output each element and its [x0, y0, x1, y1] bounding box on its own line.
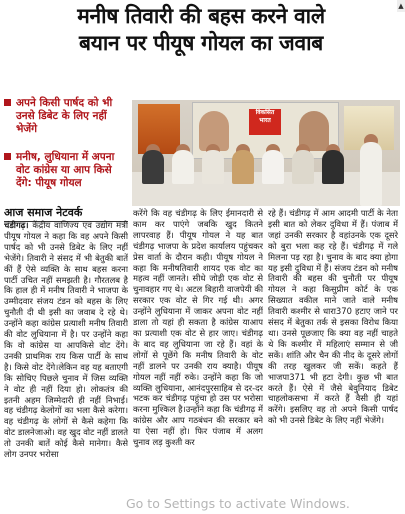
person: [262, 150, 284, 184]
square-bullet-icon: [4, 153, 11, 160]
headline-line-1: मनीष तिवारी की बहस करने वाले: [77, 4, 325, 28]
article-column-1-text: केंद्रीय वाणिज्य एवं उद्योग मंत्री पीयूष गोयल ने कहा कि वह अपने किसी पार्षद को भी उनसे डिबेट के लिए नहीं भेजेंगे। तिवारी ने संसद में भी बेतुकी बातें कीं हैं ऐसे व्यक्ति के साथ बहस करना पार्टी उचित नहीं समझती है। गौरतलब है कि हाल ही में मनीष तिवारी ने भाजपा के उम्मीदवार संजय टंडन को बहस के लिए चुनौती दी थी इसी का जवाब दे रहे थे। उन्होंने कहा कांग्रेस प्रत्याशी मनीष तिवारी की वोट लुधियाना में है। पर उन्होंने कहा कि वो कांग्रेस या आपकिसे वोट देंगे। उनकी प्राथमिक राय किस पार्टी के साथ है। किसे वोट देंगे।लेकिन वह यह बताएगी कि सोचिए पिछले चुनाव में जिस व्यक्ति ने वोट ही नहीं दिया हो। लोकतंत्र की इतनी अहम जिम्मेदारी ही नहीं निभाई। वह चंडीगढ़ केलोगों का भला कैसे करेगा। वह चंडीगढ़ के लोगों से कैसे कहेगा कि वोट डालनेजाओ। वह खुद वोट नहीं डालते तो उनकी बातें कोई कैसे मानेगा। कैसे लोग उनपर भरोसा: [4, 220, 128, 460]
person: [232, 150, 254, 184]
square-bullet-icon: [4, 99, 11, 106]
person: [360, 142, 382, 206]
person: [292, 150, 314, 184]
subhead-2: [4, 151, 130, 190]
banner-logo: विकसित भारत: [249, 109, 281, 135]
dateline: चंडीगढ़।: [4, 220, 29, 230]
subhead-1: [4, 97, 130, 136]
person: [172, 150, 194, 184]
scroll-up-arrow-icon[interactable]: ▲: [398, 2, 404, 10]
windows-activation-watermark: Go to Settings to activate Windows.: [126, 496, 350, 511]
article-headline: [4, 3, 398, 57]
article-column-3: रहे हैं। चंडीगढ़ में आम आदमी पार्टी के नेता इसी बात को लेकर दुविधा में हैं। पंजाब में जहां उनकी सरकार है वहांउनके एक दूसरे को बुरा भला कह रहे हैं। चंडीगढ़ में गले मिलना पड़ रहा है। चुनाव के बाद क्या होगा यह इसी दुविधा में हैं। संजय टंडन को मनीष तिवारी की बहस की चुनौती पर पीयूष गोयल ने कहा किसुप्रीम कोर्ट के एक सिख्यात वकील माने जाते वाले मनीष तिवारी कश्मीर से धारा370 हटाए जाने पर संसद में बेतुका तर्क से इसका विरोध किया था। उनसे पूछजाए कि क्या वह नहीं चाहते थे कि कश्मीर में महिलाएं सम्मान से जी सकें। शांति और चैन की नीद के दूसरे लोगों की तरह खुलकर जी सकें। कहते हैं भाजपा371 भी हटा देगी। कुछ भी बात करते हैं। ऐसे में जैसे बेवुनियाद डिबेट चाहलोकसभा में करते हैं वैसी ही यहां करेंगे। इसलिए वह तो अपने किसी पार्षद को भी उनसे डिबेट के लिए नहीं भेजेंगे।: [268, 208, 398, 426]
byline: आज समाज नेटवर्क: [4, 205, 128, 222]
article-column-1: [4, 220, 128, 512]
headline-line-2: बयान पर पीयूष गोयल का जवाब: [79, 31, 323, 55]
press-conference-photo: [132, 100, 400, 206]
person: [202, 150, 224, 184]
subhead-2-text: मनीष, लुधियाना में अपना वोट कांग्रेस या आप किसे देंगे: पीयूष गोयल: [16, 151, 115, 189]
person: [322, 150, 344, 184]
subhead-1-text: अपने किसी पार्षद को भी उनसे डिबेट के लिए नहीं भेजेंगे: [16, 97, 113, 135]
article-column-2: करेंगे कि वह चंडीगढ़ के लिए ईमानदारी से काम कर पाएंगे जबकि खुद कितने लापरवाह हैं। पीयूष गोयल ने यह बात चंडीगढ़ भाजपा के प्रदेश कार्यालय पहुंचकर प्रेस वार्ता के दौरान कही। पीयूष गोयल ने कहा कि मनीषतिवारी शायद एक वोट का महत्व नहीं जानते। सीधे जोड़ी एक वोट से चुनावहार गए थे। अटल बिहारी वाजपेयी की सरकार एक वोट से गिर गई थी। अगर उन्होंने लुधियाना में जाकर अपना वोट नहीं डाला तो यहां ही सकता है कांग्रेस याआप का प्रत्याशी एक वोट से हार जाए। चंडीगढ़ के बाद वह लुधियाना जा रहे हैं। वहां के लोगों से पूछेंगे कि मनीष तिवारी के वोट नहीं डालने पर उनकी राय क्याहै। पीयूष गोयल नहीं नहीं रुके। उन्होंने कहा कि जो व्यक्ति लुधियाना, आनंदपुरसाहिब से दर-दर भटक कर चंडीगढ़ पहुंचा हो उस पर भरोसा करना मुश्किल है।उन्होंने कहा कि चंडीगढ़ में कांग्रेस और आप गठबंधन की सरकार बने या ऐसा नहीं हो। फिर पंजाब में अलग चुनाव लड़ कुश्ती कर: [133, 208, 263, 448]
person: [142, 150, 164, 184]
